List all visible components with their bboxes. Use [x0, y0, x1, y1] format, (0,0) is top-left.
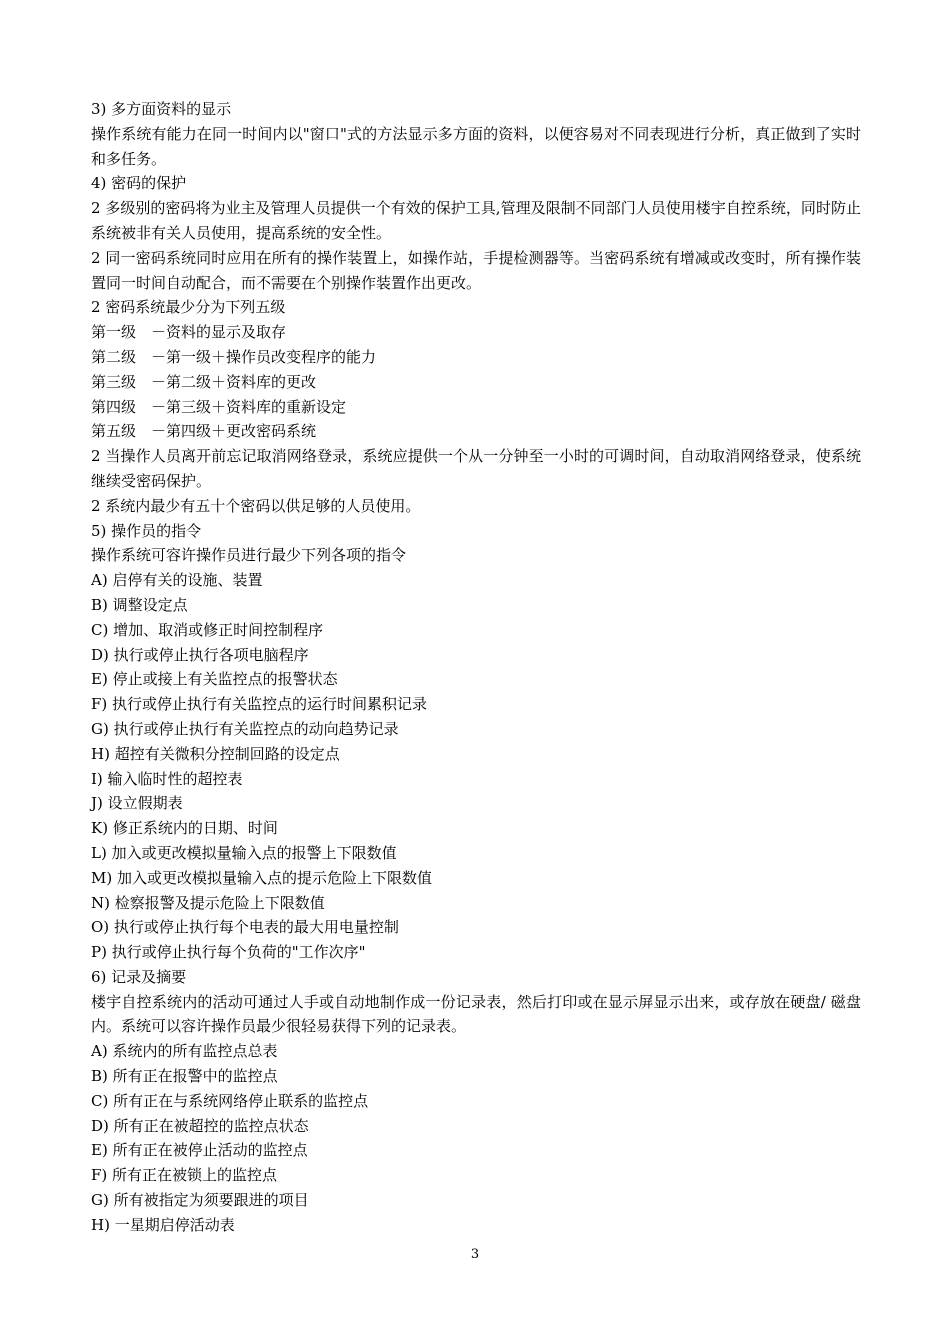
section-4-paragraph-4: 2 当操作人员离开前忘记取消网络登录，系统应提供一个从一分钟至一小时的可调时间，自动取消网络登录，使系统继续受密码保护。	[91, 447, 861, 490]
operator-command-item: O) 执行或停止执行每个电表的最大用电量控制	[91, 918, 399, 937]
password-level-item: 第五级 －第四级＋更改密码系统	[91, 422, 317, 441]
section-4-paragraph-3: 2 密码系统最少分为下列五级	[91, 298, 286, 317]
operator-command-item: K) 修正系统内的日期、时间	[91, 819, 278, 838]
operator-command-item: A) 启停有关的设施、装置	[91, 571, 263, 590]
section-4-heading: 4) 密码的保护	[91, 174, 187, 193]
operator-command-item: G) 执行或停止执行有关监控点的动向趋势记录	[91, 719, 399, 738]
section-6-heading: 6) 记录及摘要	[91, 967, 187, 986]
password-level-item: 第三级 －第二级＋资料库的更改	[91, 372, 317, 391]
section-5-heading: 5) 操作员的指令	[91, 521, 202, 540]
section-4-paragraph-5: 2 系统内最少有五十个密码以供足够的人员使用。	[91, 496, 421, 515]
operator-command-item: N) 检察报警及提示危险上下限数值	[91, 893, 325, 912]
record-table-item: E) 所有正在被停止活动的监控点	[91, 1141, 308, 1160]
section-4-paragraph-2: 2 同一密码系统同时应用在所有的操作装置上，如操作站，手提检测器等。当密码系统有增减或改变时，所有操作装置同一时间自动配合，而不需要在个别操作装置作出更改。	[91, 248, 861, 292]
page-number: 3	[470, 1247, 480, 1262]
password-level-item: 第四级 －第三级＋资料库的重新设定	[91, 397, 347, 416]
section-4-paragraph-1: 2 多级别的密码将为业主及管理人员提供一个有效的保护工具,管理及限制不同部门人员使用楼宇自控系统，同时防止系统被非有关人员使用，提高系统的安全性。	[91, 199, 861, 242]
operator-command-item: D) 执行或停止执行各项电脑程序	[91, 645, 309, 664]
record-table-item: C) 所有正在与系统网络停止联系的监控点	[91, 1091, 369, 1110]
record-table-item: A) 系统内的所有监控点总表	[91, 1042, 278, 1061]
section-3-paragraph: 操作系统有能力在同一时间内以"窗口"式的方法显示多方面的资料，以便容易对不同表现进行分析，真正做到了实时和多任务。	[91, 124, 861, 168]
section-6-paragraph: 楼宇自控系统内的活动可通过人手或自动地制作成一份记录表，然后打印或在显示屏显示出来，或存放在硬盘/ 磁盘内。系统可以容许操作员最少很轻易获得下列的记录表。	[91, 992, 861, 1036]
record-table-item: F) 所有正在被锁上的监控点	[91, 1166, 278, 1185]
operator-command-item: E) 停止或接上有关监控点的报警状态	[91, 670, 338, 689]
operator-command-item: B) 调整设定点	[91, 595, 188, 614]
operator-command-item: C) 增加、取消或修正时间控制程序	[91, 620, 324, 639]
record-table-item: D) 所有正在被超控的监控点状态	[91, 1116, 309, 1135]
operator-command-item: I) 输入临时性的超控表	[91, 769, 243, 788]
record-table-item: B) 所有正在报警中的监控点	[91, 1067, 278, 1086]
password-level-item: 第二级 －第一级＋操作员改变程序的能力	[91, 347, 377, 366]
document-body	[91, 97, 861, 1238]
record-table-item: H) 一星期启停活动表	[91, 1215, 235, 1234]
operator-command-item: M) 加入或更改模拟量输入点的提示危险上下限数值	[91, 868, 432, 887]
password-level-item: 第一级 －资料的显示及取存	[91, 323, 287, 342]
operator-command-item: P) 执行或停止执行每个负荷的"工作次序"	[91, 943, 366, 962]
operator-command-item: L) 加入或更改模拟量输入点的报警上下限数值	[91, 843, 397, 862]
record-table-item: G) 所有被指定为须要跟进的项目	[91, 1191, 309, 1210]
operator-command-item: H) 超控有关微积分控制回路的设定点	[91, 744, 340, 763]
section-3-heading: 3) 多方面资料的显示	[91, 100, 232, 118]
operator-command-item: F) 执行或停止执行有关监控点的运行时间累积记录	[91, 695, 428, 714]
section-5-intro: 操作系统可容许操作员进行最少下列各项的指令	[91, 546, 407, 565]
operator-command-item: J) 设立假期表	[91, 794, 183, 813]
